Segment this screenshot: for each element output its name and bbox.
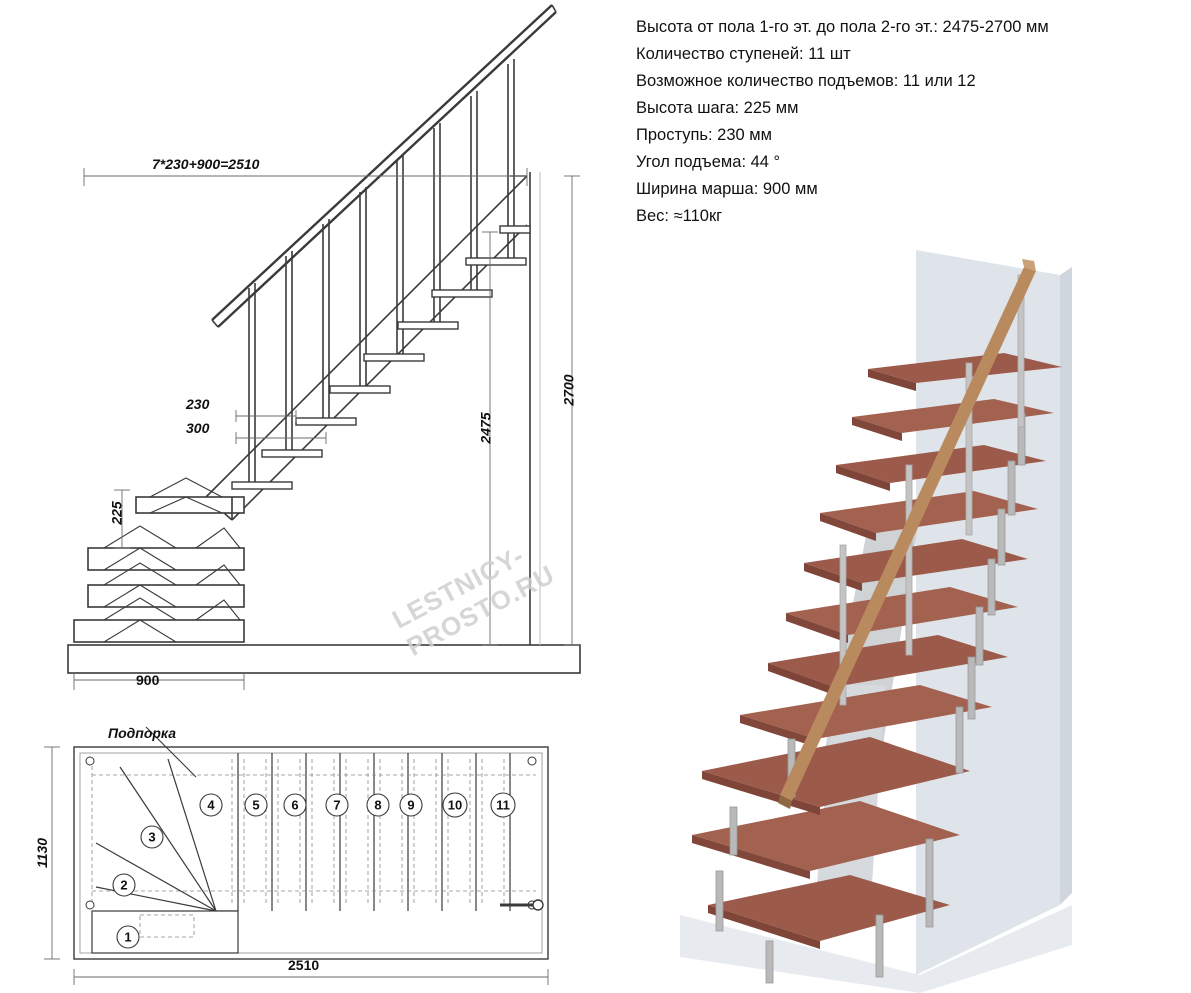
spec-row: Возможное количество подъемов: 11 или 12 (636, 72, 976, 90)
elevation-drawing (0, 0, 620, 720)
plan-step-number: 5 (252, 797, 260, 813)
dim-width: 900 (136, 672, 160, 688)
spec-row: Проступь: 230 мм (636, 126, 772, 144)
spec-row: Угол подъема: 44 ° (636, 153, 781, 171)
plan-step-number: 9 (407, 797, 415, 813)
plan-step-number: 2 (120, 877, 128, 893)
plan-drawing (0, 715, 620, 993)
dim-run-formula: 7*230+900=2510 (152, 156, 260, 172)
watermark: LESTNICY-PROSTO.RU (387, 540, 560, 662)
dim-riser: 225 (108, 501, 125, 525)
plan-support-callout: Подпорка (108, 725, 176, 741)
dim-total-height: 2700 (560, 374, 577, 406)
dim-plan-length: 2510 (288, 957, 320, 973)
stair-3d-render (620, 215, 1191, 993)
dim-tread: 230 (186, 396, 210, 412)
plan-step-number: 10 (447, 797, 463, 813)
plan-step-number: 11 (496, 797, 510, 813)
spec-row: Высота от пола 1-го эт. до пола 2-го эт.: 2475-2700 мм (636, 18, 1049, 36)
dim-floor-height: 2475 (477, 412, 494, 444)
spec-row: Ширина марша: 900 мм (636, 180, 818, 198)
plan-step-number: 4 (207, 797, 215, 813)
dim-plan-depth: 1130 (34, 837, 51, 869)
dim-going: 300 (186, 420, 210, 436)
specification-list (636, 14, 1176, 230)
plan-step-number: 3 (148, 829, 156, 845)
plan-step-number: 7 (333, 797, 341, 813)
spec-row: Высота шага: 225 мм (636, 99, 799, 117)
plan-step-number: 6 (291, 797, 299, 813)
plan-step-number: 8 (374, 797, 382, 813)
spec-row: Вес: ≈110кг (636, 207, 723, 225)
spec-row: Количество ступеней: 11 шт (636, 45, 851, 63)
plan-step-number: 1 (124, 929, 132, 945)
